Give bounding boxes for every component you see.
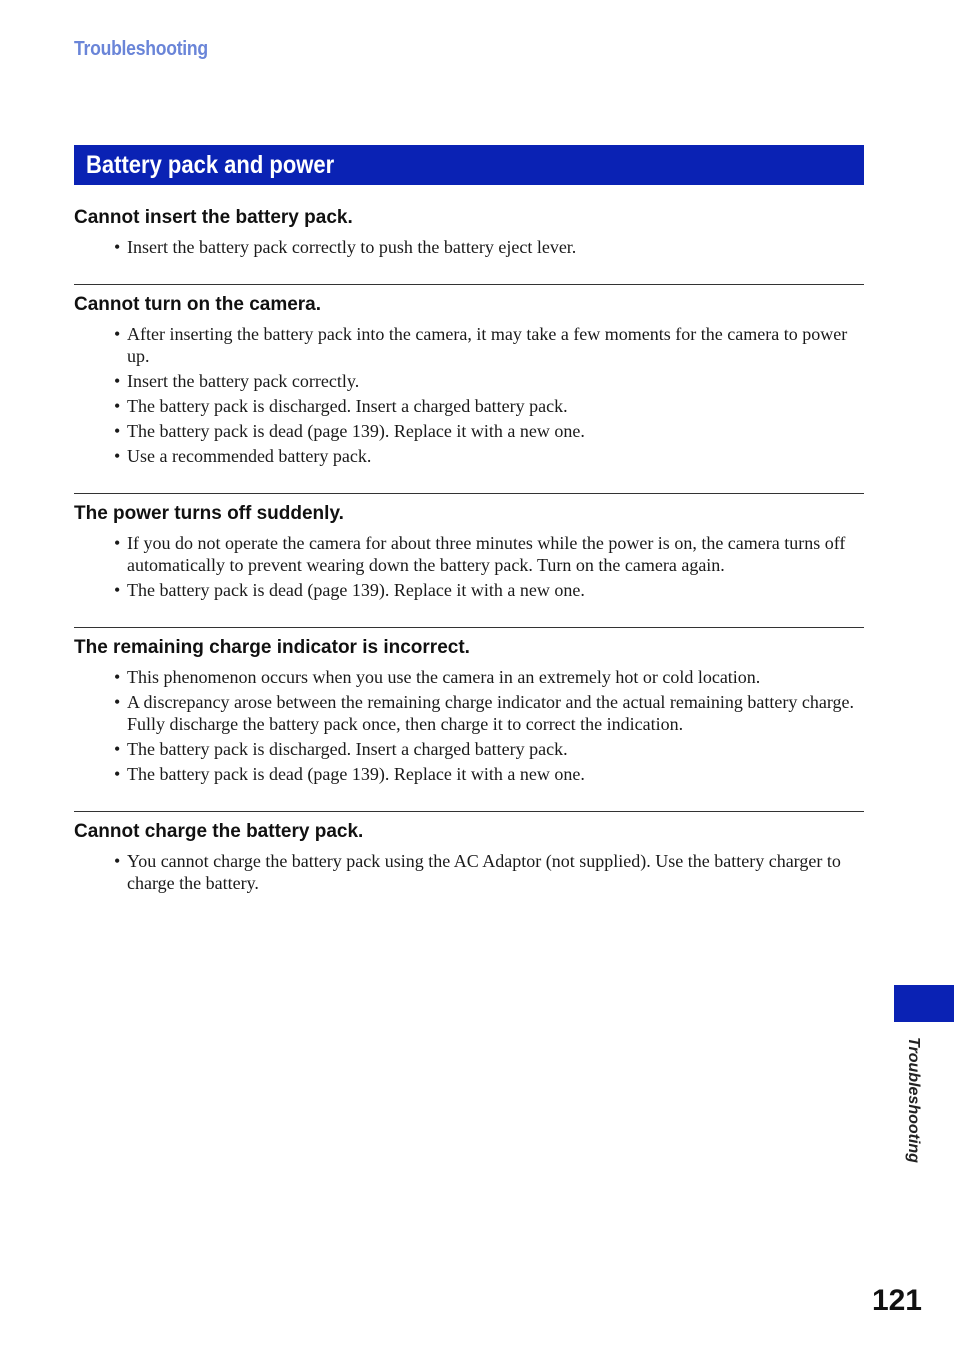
bullet-text: After inserting the battery pack into the camera, it may take a few moments for the camera to power up. [127, 324, 848, 366]
bullet-marker: • [114, 237, 121, 257]
topic-bullet-list [74, 323, 864, 467]
troubleshooting-topic [74, 501, 864, 601]
topic-divider [74, 284, 864, 285]
side-index-tab [894, 985, 954, 1022]
bullet-item [74, 395, 864, 417]
bullet-text: You cannot charge the battery pack using the AC Adaptor (not supplied). Use the battery charger to charge the battery. [127, 851, 841, 893]
bullet-marker: • [114, 764, 121, 784]
troubleshooting-topic [74, 635, 864, 785]
topic-bullet-list [74, 532, 864, 601]
bullet-text: Insert the battery pack correctly. [127, 371, 360, 391]
running-head: Troubleshooting [74, 38, 208, 60]
section-header-bar [74, 145, 864, 185]
topic-bullet-list [74, 850, 864, 894]
topic-bullet-list [74, 666, 864, 785]
bullet-marker: • [114, 739, 121, 759]
topic-title: Cannot turn on the camera. [74, 294, 322, 315]
bullet-item [74, 532, 864, 576]
troubleshooting-topic [74, 819, 864, 894]
bullet-item [74, 738, 864, 760]
topic-divider [74, 493, 864, 494]
topic-divider [74, 811, 864, 812]
bullet-item [74, 666, 864, 688]
bullet-marker: • [114, 324, 121, 344]
bullet-item [74, 323, 864, 367]
side-tab-label: Troubleshooting [905, 1037, 922, 1163]
bullet-text: The battery pack is discharged. Insert a charged battery pack. [127, 739, 568, 759]
topic-title: The power turns off suddenly. [74, 503, 344, 524]
section-title: Battery pack and power [86, 151, 335, 179]
bullet-item [74, 420, 864, 442]
bullet-text: The battery pack is dead (page 139). Replace it with a new one. [127, 764, 585, 784]
bullet-marker: • [114, 851, 121, 871]
bullet-marker: • [114, 396, 121, 416]
troubleshooting-topic [74, 292, 864, 467]
bullet-marker: • [114, 446, 121, 466]
bullet-text: The battery pack is dead (page 139). Replace it with a new one. [127, 580, 585, 600]
bullet-item [74, 763, 864, 785]
bullet-text: The battery pack is dead (page 139). Replace it with a new one. [127, 421, 585, 441]
bullet-item [74, 850, 864, 894]
bullet-item [74, 691, 864, 735]
bullet-text: A discrepancy arose between the remaining charge indicator and the actual remaining battery charge. Fully discharge the battery pack once, then charge it to correct the indication. [127, 692, 855, 734]
bullet-item [74, 236, 864, 258]
troubleshooting-topic [74, 205, 864, 258]
bullet-marker: • [114, 533, 121, 553]
bullet-marker: • [114, 421, 121, 441]
bullet-text: This phenomenon occurs when you use the camera in an extremely hot or cold location. [127, 667, 761, 687]
bullet-text: Use a recommended battery pack. [127, 446, 372, 466]
page-number: 121 [871, 1284, 922, 1317]
topic-bullet-list [74, 236, 864, 258]
bullet-marker: • [114, 692, 121, 712]
bullet-item [74, 370, 864, 392]
bullet-marker: • [114, 371, 121, 391]
topic-divider [74, 627, 864, 628]
bullet-text: If you do not operate the camera for about three minutes while the power is on, the camera turns off automatically to prevent wearing down the battery pack. Turn on the camera again. [127, 533, 846, 575]
troubleshooting-content [74, 205, 864, 897]
topic-title: Cannot charge the battery pack. [74, 821, 364, 842]
topic-title: Cannot insert the battery pack. [74, 207, 353, 228]
topic-title: The remaining charge indicator is incorrect. [74, 637, 470, 658]
bullet-marker: • [114, 580, 121, 600]
bullet-text: The battery pack is discharged. Insert a charged battery pack. [127, 396, 568, 416]
bullet-text: Insert the battery pack correctly to push the battery eject lever. [127, 237, 577, 257]
bullet-item [74, 445, 864, 467]
bullet-item [74, 579, 864, 601]
bullet-marker: • [114, 667, 121, 687]
